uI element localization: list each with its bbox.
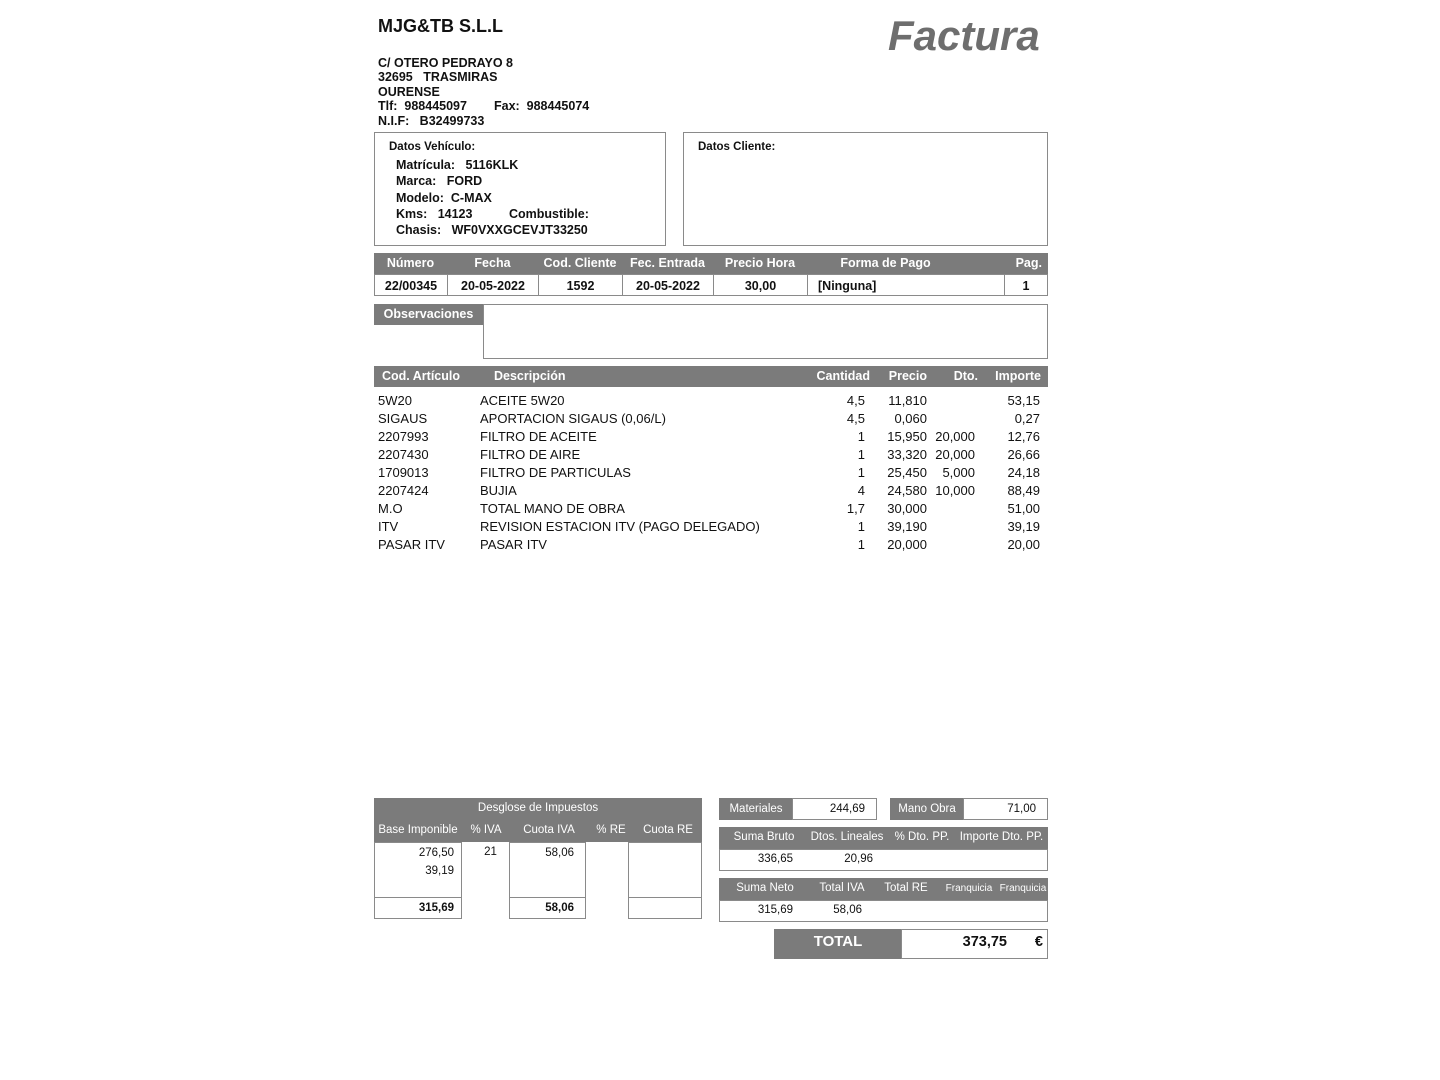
company-postal-line (378, 70, 498, 85)
gross-values (719, 849, 1048, 871)
val-numero: 22/00345 (374, 274, 448, 296)
line-code: ITV (378, 519, 399, 534)
net-col-franquicia-2: Franquicia (999, 883, 1047, 894)
brand-label: Marca: (396, 174, 437, 188)
vehicle-chassis-row (396, 223, 588, 237)
line-price: 11,810 (888, 393, 927, 408)
line-amount: 20,00 (1007, 537, 1040, 552)
company-phone-line (378, 99, 590, 114)
tax-col-re-pct: % RE (596, 824, 626, 836)
model-value: C-MAX (450, 191, 492, 205)
net-header (719, 878, 1048, 901)
net-values (719, 900, 1048, 922)
net-col-sum: Suma Neto (736, 882, 794, 894)
company-postal-code: 32695 (378, 70, 413, 84)
gross-col-pp-amount: Importe Dto. PP. (959, 831, 1044, 843)
col-numero: Número (386, 256, 435, 270)
company-nif-line (378, 114, 484, 129)
table-row (374, 500, 1048, 518)
line-desc: REVISION ESTACION ITV (PAGO DELEGADO) (480, 519, 760, 534)
vehicle-brand-row (396, 174, 482, 188)
gross-col-pp-pct: % Dto. PP. (894, 831, 950, 843)
table-row (374, 446, 1048, 464)
line-code: 1709013 (378, 465, 429, 480)
line-price: 39,190 (887, 519, 927, 534)
chassis-label: Chasis: (396, 223, 442, 237)
tax-col-iva-amount: Cuota IVA (523, 824, 575, 836)
net-col-franquicia-1: Franquicia (945, 883, 993, 894)
line-qty: 4 (857, 483, 865, 498)
tax-iva-pct-cell (462, 842, 509, 898)
line-code: 5W20 (378, 393, 412, 408)
line-code: 2207430 (378, 447, 429, 462)
val-precio-hora: 30,00 (713, 274, 808, 296)
tax-total-iva-cell (509, 897, 586, 919)
tax-base-1: 276,50 (418, 847, 454, 859)
val-fec-entrada: 20-05-2022 (622, 274, 714, 296)
line-code: 2207424 (378, 483, 429, 498)
line-price: 24,580 (887, 483, 927, 498)
line-desc: ACEITE 5W20 (480, 393, 565, 408)
line-price: 33,320 (887, 447, 927, 462)
tax-total-base: 315,69 (418, 902, 454, 914)
line-desc: BUJIA (480, 483, 517, 498)
phone-value: 988445097 (404, 99, 467, 113)
labor-value: 71,00 (963, 798, 1048, 820)
tax-header (374, 798, 702, 842)
materials-label: Materiales (719, 798, 793, 820)
tax-iva-pct: 21 (484, 846, 497, 858)
kms-value: 14123 (437, 207, 473, 221)
line-amount: 24,18 (1007, 465, 1040, 480)
line-price: 25,450 (887, 465, 927, 480)
line-qty: 1 (857, 429, 865, 444)
line-code: SIGAUS (378, 411, 428, 426)
table-row (374, 482, 1048, 500)
line-qty: 1 (857, 447, 865, 462)
line-code: M.O (378, 501, 403, 516)
line-desc: PASAR ITV (480, 537, 547, 552)
line-amount: 0,27 (1014, 411, 1040, 426)
plate-label: Matrícula: (396, 158, 456, 172)
col-cod-articulo: Cod. Artículo (382, 369, 461, 383)
chassis-value: WF0VXXGCEVJT33250 (451, 223, 588, 237)
total-label: TOTAL (774, 929, 902, 959)
company-name: MJG&TB S.L.L (378, 16, 503, 36)
line-qty: 4,5 (846, 411, 865, 426)
col-importe: Importe (995, 369, 1041, 383)
net-col-iva: Total IVA (819, 882, 865, 894)
tax-re-amount-cell (628, 842, 702, 898)
line-qty: 1,7 (846, 501, 865, 516)
col-forma-pago: Forma de Pago (840, 256, 931, 270)
gross-col-discounts: Dtos. Lineales (810, 831, 884, 843)
line-code: PASAR ITV (378, 537, 445, 552)
document-title: Factura (888, 12, 1040, 59)
tax-title: Desglose de Impuestos (477, 802, 599, 814)
total-value: 373,75 (962, 934, 1007, 950)
vehicle-box-title: Datos Vehículo: (389, 141, 476, 153)
line-qty: 1 (857, 465, 865, 480)
col-precio-hora: Precio Hora (724, 256, 796, 270)
line-desc: FILTRO DE PARTICULAS (480, 465, 631, 480)
tax-col-iva-pct: % IVA (470, 824, 502, 836)
model-label: Modelo: (396, 191, 444, 205)
gross-line-discounts: 20,96 (844, 853, 873, 865)
col-cantidad: Cantidad (816, 369, 870, 383)
tax-total-base-cell (374, 897, 462, 919)
table-row (374, 392, 1048, 410)
net-total-iva: 58,06 (833, 904, 862, 916)
line-qty: 1 (857, 519, 865, 534)
col-dto: Dto. (953, 369, 978, 383)
table-row (374, 536, 1048, 554)
line-amount: 26,66 (1007, 447, 1040, 462)
line-disc: 10,000 (935, 483, 975, 498)
line-amount: 51,00 (1007, 501, 1040, 516)
net-sum: 315,69 (757, 904, 793, 916)
vehicle-plate-row (396, 158, 518, 172)
company-city: TRASMIRAS (423, 70, 498, 84)
gross-sum: 336,65 (757, 853, 793, 865)
col-descripcion: Descripción (494, 369, 566, 383)
col-precio: Precio (888, 369, 927, 383)
kms-label: Kms: (396, 207, 428, 221)
line-desc: APORTACION SIGAUS (0,06/L) (480, 411, 666, 426)
total-value-box (901, 929, 1048, 959)
table-row (374, 428, 1048, 446)
val-forma-pago: [Ninguna] (807, 274, 1005, 296)
tax-total-re-cell (628, 897, 702, 919)
materials-value: 244,69 (792, 798, 877, 820)
gross-header (719, 827, 1048, 850)
vehicle-model-row (396, 191, 492, 205)
table-row (374, 464, 1048, 482)
observations-box (483, 304, 1048, 359)
col-pag: Pag. (1015, 256, 1042, 270)
line-amount: 88,49 (1007, 483, 1040, 498)
line-price: 30,000 (887, 501, 927, 516)
plate-value: 5116KLK (465, 158, 519, 172)
company-province: OURENSE (378, 85, 440, 99)
line-desc: FILTRO DE ACEITE (480, 429, 597, 444)
net-col-re: Total RE (884, 882, 928, 894)
client-box-title: Datos Cliente: (698, 141, 776, 153)
table-row (374, 518, 1048, 536)
tax-base-cell (374, 842, 462, 898)
line-amount: 39,19 (1007, 519, 1040, 534)
line-desc: TOTAL MANO DE OBRA (480, 501, 625, 516)
line-amount: 53,15 (1007, 393, 1040, 408)
company-address: C/ OTERO PEDRAYO 8 (378, 56, 513, 70)
fax-label: Fax: (494, 99, 520, 113)
tax-col-base: Base Imponible (378, 824, 458, 836)
line-qty: 1 (857, 537, 865, 552)
line-code: 2207993 (378, 429, 429, 444)
tax-iva-amount: 58,06 (545, 847, 574, 859)
line-qty: 4,5 (846, 393, 865, 408)
line-disc: 5,000 (942, 465, 975, 480)
col-fecha: Fecha (474, 256, 511, 270)
line-desc: FILTRO DE AIRE (480, 447, 581, 462)
currency-symbol: € (1034, 934, 1043, 950)
tax-base-2: 39,19 (425, 865, 454, 877)
col-cod-cliente: Cod. Cliente (543, 256, 617, 270)
line-amount: 12,76 (1007, 429, 1040, 444)
fuel-label: Combustible: (509, 207, 589, 221)
client-box (683, 132, 1048, 246)
brand-value: FORD (446, 174, 483, 188)
line-disc: 20,000 (935, 447, 975, 462)
vehicle-box (374, 132, 666, 246)
tax-total-iva: 58,06 (545, 902, 574, 914)
line-disc: 20,000 (935, 429, 975, 444)
col-fec-entrada: Fec. Entrada (629, 256, 706, 270)
tax-iva-amount-cell (509, 842, 586, 898)
nif-value: B32499733 (419, 114, 485, 128)
fax-value: 988445074 (526, 99, 590, 113)
val-cod-cliente: 1592 (538, 274, 623, 296)
lines-header-bar (374, 366, 1048, 387)
table-row (374, 410, 1048, 428)
val-fecha: 20-05-2022 (447, 274, 539, 296)
line-price: 20,000 (887, 537, 927, 552)
val-pag: 1 (1004, 274, 1048, 296)
tax-col-re-amount: Cuota RE (643, 824, 693, 836)
line-price: 0,060 (894, 411, 927, 426)
observations-label: Observaciones (374, 304, 483, 325)
vehicle-kms-row (396, 207, 656, 221)
invoice-header-bar (374, 253, 1048, 274)
invoice-header-values (374, 274, 1048, 296)
line-price: 15,950 (887, 429, 927, 444)
gross-col-sum: Suma Bruto (733, 831, 795, 843)
phone-label: Tlf: (378, 99, 398, 113)
labor-label: Mano Obra (890, 798, 964, 820)
nif-label: N.I.F: (378, 114, 410, 128)
